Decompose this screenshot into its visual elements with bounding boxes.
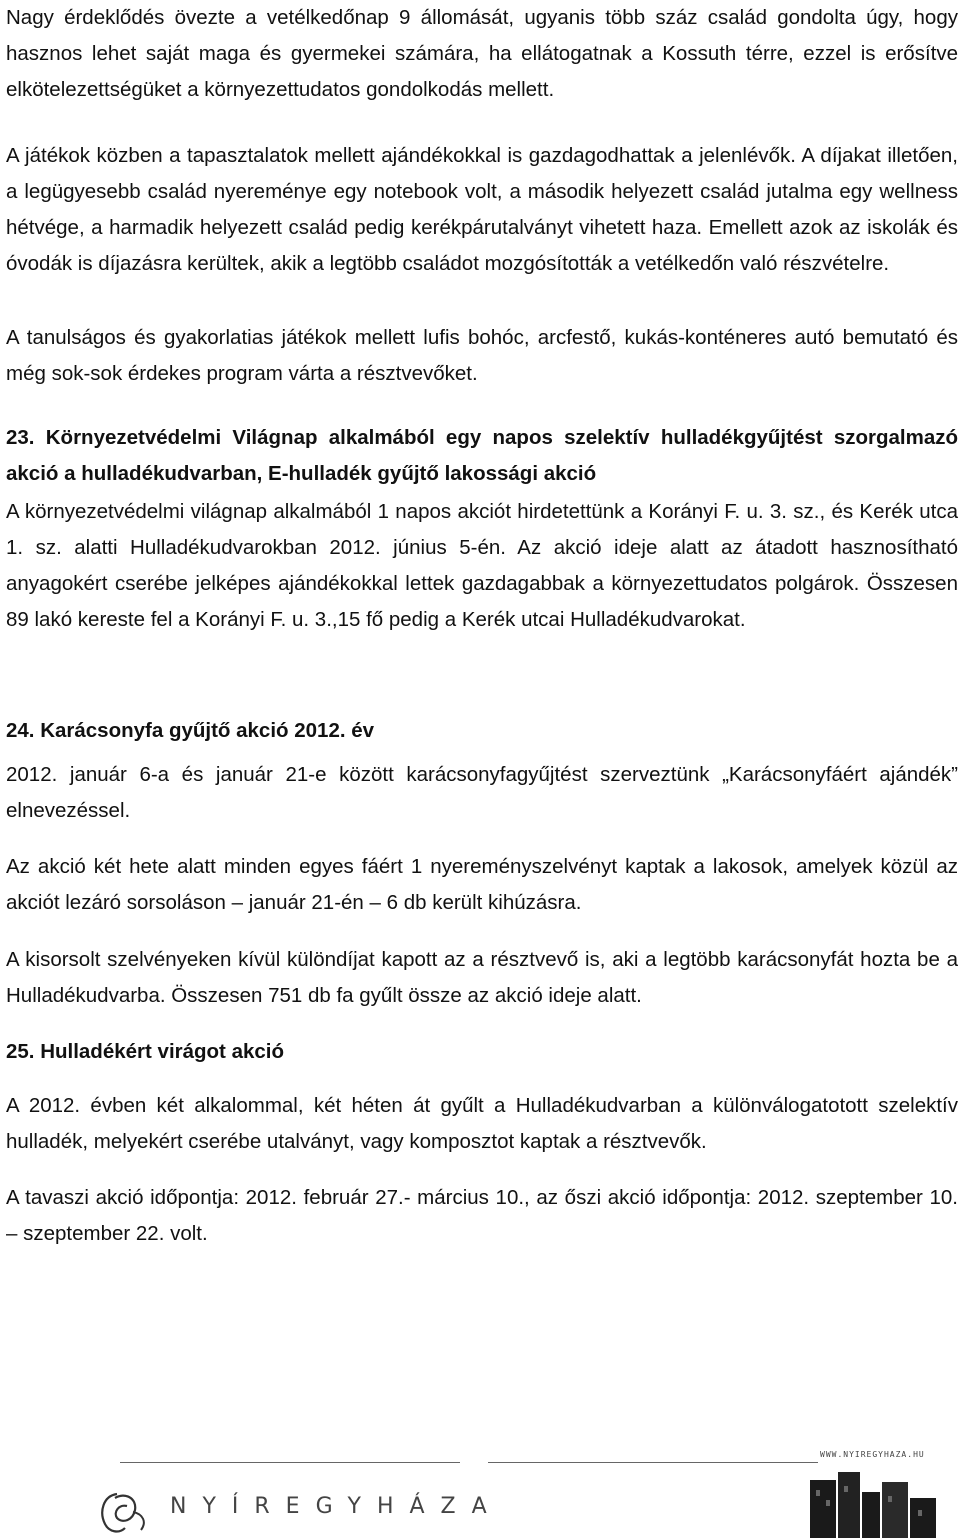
heading-section-24: 24. Karácsonyfa gyűjtő akció 2012. év (6, 719, 375, 742)
city-logo-icon (95, 1488, 155, 1536)
footer-brand: NYÍREGYHÁZA (170, 1494, 503, 1519)
footer-divider-right (488, 1462, 818, 1463)
heading-section-25: 25. Hulladékért virágot akció (6, 1040, 285, 1063)
footer-divider-left (120, 1462, 460, 1463)
paragraph-flowers-dates: A tavaszi akció időpontja: 2012. február 27.- március 10., az őszi akció időpontja: 2012. szeptember 10. – szeptember 22. volt. (6, 1186, 958, 1245)
paragraph-flowers-action: A 2012. évben két alkalommal, két héten át gyűlt a Hulladékudvarban a különválogatotott szelektív hulladék, melyekért cserébe utalványt, vagy komposztot kaptak a résztvevők. (6, 1094, 958, 1153)
paragraph-prizes: A játékok közben a tapasztalatok mellett ajándékokkal is gazdagodhattak a jelenlévők. A díjakat illetően, a legügyesebb család nyereménye egy notebook volt, a második helyezett család jutalma egy wellness hétvége, a harmadik helyezett család pedig kerékpárutalványt vihetett haza. Emellett azok az iskolák és óvodák is díjazásra kerültek, akik a legtöbb családot mozgósították a vetélkedőn való részvételre. (6, 144, 958, 275)
paragraph-programs: A tanulságos és gyakorlatias játékok mellett lufis bohóc, arcfestő, kukás-konténeres autó bemutató és még sok-sok érdekes program várta a résztvevőket. (6, 326, 958, 385)
heading-section-23: 23. Környezetvédelmi Világnap alkalmából egy napos szelektív hulladékgyűjtést szorgalmazó akció a hulladékudvarban, E-hulladék gyűjtő lakossági akció (6, 426, 958, 485)
paragraph-world-environment-day: A környezetvédelmi világnap alkalmából 1 napos akciót hirdetettünk a Korányi F. u. 3. sz., és Kerék utca 1. sz. alatti Hulladékudvarokban 2012. június 5-én. Az akció ideje alatt az átadott hasznosítható anyagokért cserébe jelképes ajándékokkal lettek gazdagabbak a környezettudatos polgárok. Összesen 89 lakó kereste fel a Korányi F. u. 3.,15 fő pedig a Kerék utcai Hulladékudvarokat. (6, 500, 958, 631)
paragraph-christmas-tree-dates: 2012. január 6-a és január 21-e között karácsonyfagyűjtést szerveztünk „Karácsonyfáért ajándék” elnevezéssel. (6, 763, 958, 822)
paragraph-christmas-tree-total: A kisorsolt szelvényeken kívül különdíjat kapott az a résztvevő is, aki a legtöbb karácsonyfát hozta be a Hulladékudvarba. Összesen 751 db fa gyűlt össze az akció ideje alatt. (6, 948, 958, 1007)
footer-url: WWW.NYIREGYHAZA.HU (820, 1450, 925, 1459)
paragraph-christmas-tree-lottery: Az akció két hete alatt minden egyes fáért 1 nyereményszelvényt kaptak a lakosok, amelyek közül az akciót lezáró sorsoláson – január 21-én – 6 db került kihúzásra. (6, 855, 958, 914)
paragraph-vetelkedo: Nagy érdeklődés övezte a vetélkedőnap 9 állomását, ugyanis több száz család gondolta úgy, hogy hasznos lehet saját maga és gyermekei számára, ha ellátogatnak a Kossuth térre, ezzel is erősítve elkötelezettségüket a környezettudatos gondolkodás mellett. (6, 6, 958, 101)
city-skyline-emblem (808, 1470, 938, 1538)
